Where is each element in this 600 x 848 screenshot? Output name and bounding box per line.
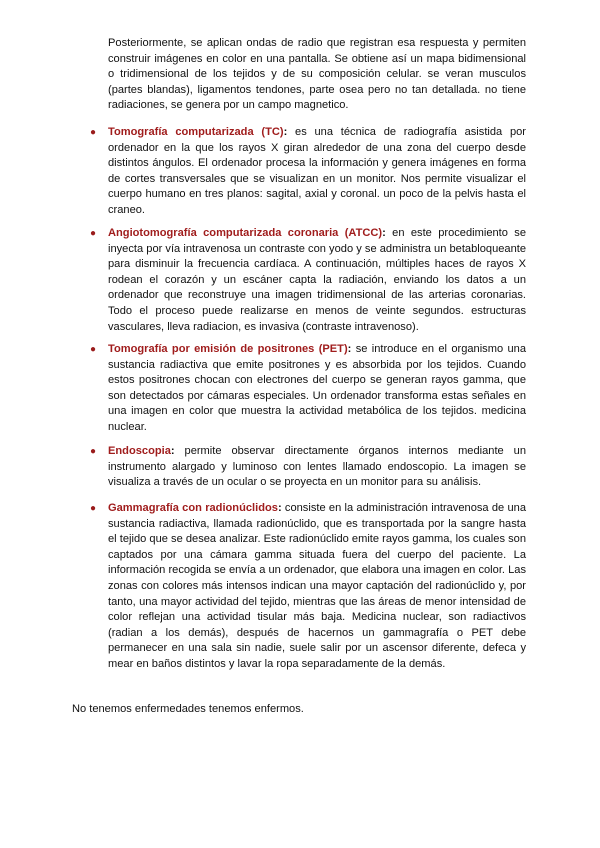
item-content [108, 444, 526, 491]
term-label: Tomografía computarizada (TC) [108, 126, 284, 138]
item-text: consiste en la administración intravenosa de una sustancia radiactiva, llamada radionúclido, que es transportada por la sangre hasta el tejido que se desea analizar. Este radionúclido emite rayos gamma, los cuales son captados por una cámara gamma situada fuera del cuerpo del paciente. La información recogida se envía a un ordenador, que elabora una imagen en color. Las zonas con colores más intensos indican una mayor captación del radionúclido y, por tanto, una mayor actividad del tejido, mientras que las áreas de menor intensidad de color reflejan una actividad tisular más baja. Medicina nuclear, son radiactivos (radian a los demás), después de hacernos un gammagrafía o PET debe permanecer en una sala sin nadie, suele salir por un ascensor diferente, defeca y mear en baños distintos y lavar la ropa separadamente de la demás. [108, 502, 526, 670]
term-label: Angiotomografía computarizada coronaria (ATCC) [108, 227, 383, 239]
list-item-tc [90, 125, 526, 219]
item-content [108, 125, 526, 219]
term-colon: : [283, 126, 288, 138]
list-item-gammagrafia [90, 501, 526, 673]
closing-sentence: No tenemos enfermedades tenemos enfermos. [72, 703, 304, 715]
list-item-endoscopia [90, 444, 526, 491]
term-colon: : [347, 343, 352, 355]
list-item-atcc [90, 226, 526, 335]
item-text: permite observar directamente órganos internos mediante un instrumento alargado y luminoso con lentes llamado endoscopio. La imagen se visualiza a través de un ocular o se proyecta en un monitor para su análisis. [108, 445, 526, 489]
item-content [108, 501, 526, 673]
bullet-icon: ● [90, 127, 97, 138]
term-colon: : [382, 227, 386, 239]
bullet-icon: ● [90, 446, 97, 457]
term-label: Gammagrafía con radionúclidos [108, 502, 278, 514]
term-colon: : [170, 445, 175, 457]
intro-paragraph: Posteriormente, se aplican ondas de radio que registran esa respuesta y permiten construir imágenes en color en una pantalla. Se obtiene así un mapa bidimensional o tridimensional de los tejidos y de su composición celular. se veran musculos (partes blandas), ligamentos tendones, parte osea pero no tan detallada. no tiene radiaciones, se genera por un campo magnetico. [108, 37, 526, 112]
term-colon: : [277, 502, 282, 514]
item-text: en este procedimiento se inyecta por vía intravenosa un contraste con yodo y se administra un betabloqueante para disminuir la frecuencia cardíaca. A continuación, múltiples haces de rayos X rodean el corazón y un escáner capta la radiación, enviando los datos a un ordenador que reconstruye una imagen tridimensional de las arterias coronarias. Todo el proceso puede realizarse en menos de veinte segundos. estructuras vasculares, lleva radiacion, es invasiva (contraste intravenoso). [108, 227, 526, 333]
item-content [108, 342, 526, 436]
bullet-icon: ● [90, 344, 97, 355]
item-content [108, 226, 526, 335]
bullet-icon: ● [90, 503, 97, 514]
item-text: se introduce en el organismo una sustancia radiactiva que emite positrones y es absorbida por los tejidos. Cuando estos positrones chocan con electrones del cuerpo se generan rayos gamma, que son detectados por cámaras especiales. Un ordenador transforma estas señales en una imagen en color que muestra la actividad metabólica de los tejidos. medicina nuclear. [108, 343, 526, 433]
term-label: Tomografía por emisión de positrones (PET) [108, 343, 348, 355]
term-label: Endoscopia [108, 445, 171, 457]
item-text: es una técnica de radiografía asistida por ordenador en la que los rayos X giran alrededor de una zona del cuerpo desde distintos ángulos. El ordenador procesa la información y genera imágenes en forma de cortes transversales que se visualizan en un monitor. Nos permite visualizar el cuerpo humano en tres planos: sagital, axial y coronal. un poco de la pelvis hasta el craneo. [108, 126, 526, 216]
list-item-pet [90, 342, 526, 436]
bullet-icon: ● [90, 228, 97, 239]
